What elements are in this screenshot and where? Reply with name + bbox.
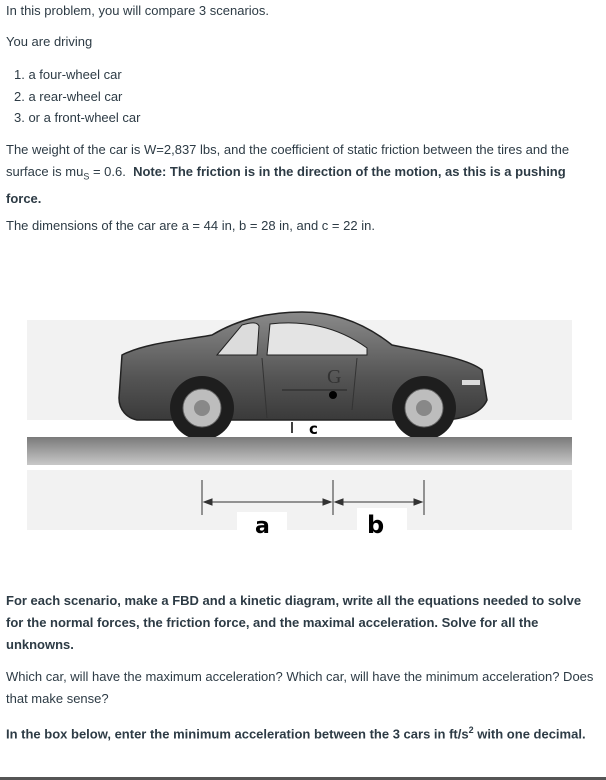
list-item: 3. or a front-wheel car: [14, 110, 141, 125]
weight-value: = 0.6.: [89, 164, 126, 179]
task-text: For each scenario, make a FBD and a kinetic diagram, write all the equations needed to solve for the normal forces, the friction force, and the maximal acceleration. Solve for all the unknowns.: [6, 593, 582, 652]
question-text: Which car, will have the maximum acceleration? Which car, will have the minimum acceleration? Does that make sense?: [6, 669, 594, 706]
unit-superscript: 2: [468, 725, 474, 735]
a-label: a: [255, 514, 270, 539]
dimensions-text: The dimensions of the car are a = 44 in, b = 28 in, and c = 22 in.: [6, 218, 375, 233]
list-item: 1. a four-wheel car: [14, 67, 122, 82]
answer-instruction: [6, 719, 596, 745]
weight-subscript: S: [83, 171, 90, 182]
intro-text: In this problem, you will compare 3 scenarios.: [6, 3, 270, 18]
c-label: c: [309, 420, 318, 438]
center-of-gravity-dot: [329, 391, 337, 399]
car-figure: [27, 240, 572, 550]
weight-text: The weight of the car is W=2,837 lbs, and the coefficient of static friction between the tires and the surface is mu: [6, 142, 570, 179]
rear-wheel: [170, 376, 234, 440]
center-of-gravity-label: G: [327, 366, 342, 388]
scenario-list: [14, 64, 140, 129]
b-label: b: [367, 511, 385, 539]
front-wheel: [392, 376, 456, 440]
answer-instruction-text: In the box below, enter the minimum acceleration between the 3 cars in ft/s: [6, 726, 469, 742]
list-item: 2. a rear-wheel car: [14, 88, 123, 104]
note-text: Note: The friction is in the direction of the motion, as this is a pushing force.: [6, 164, 566, 206]
driving-text: You are driving: [6, 34, 93, 49]
answer-instruction-tail: with one decimal.: [473, 726, 586, 742]
headlight: [462, 380, 480, 385]
weight-paragraph: [6, 139, 596, 210]
ground: [27, 437, 572, 465]
